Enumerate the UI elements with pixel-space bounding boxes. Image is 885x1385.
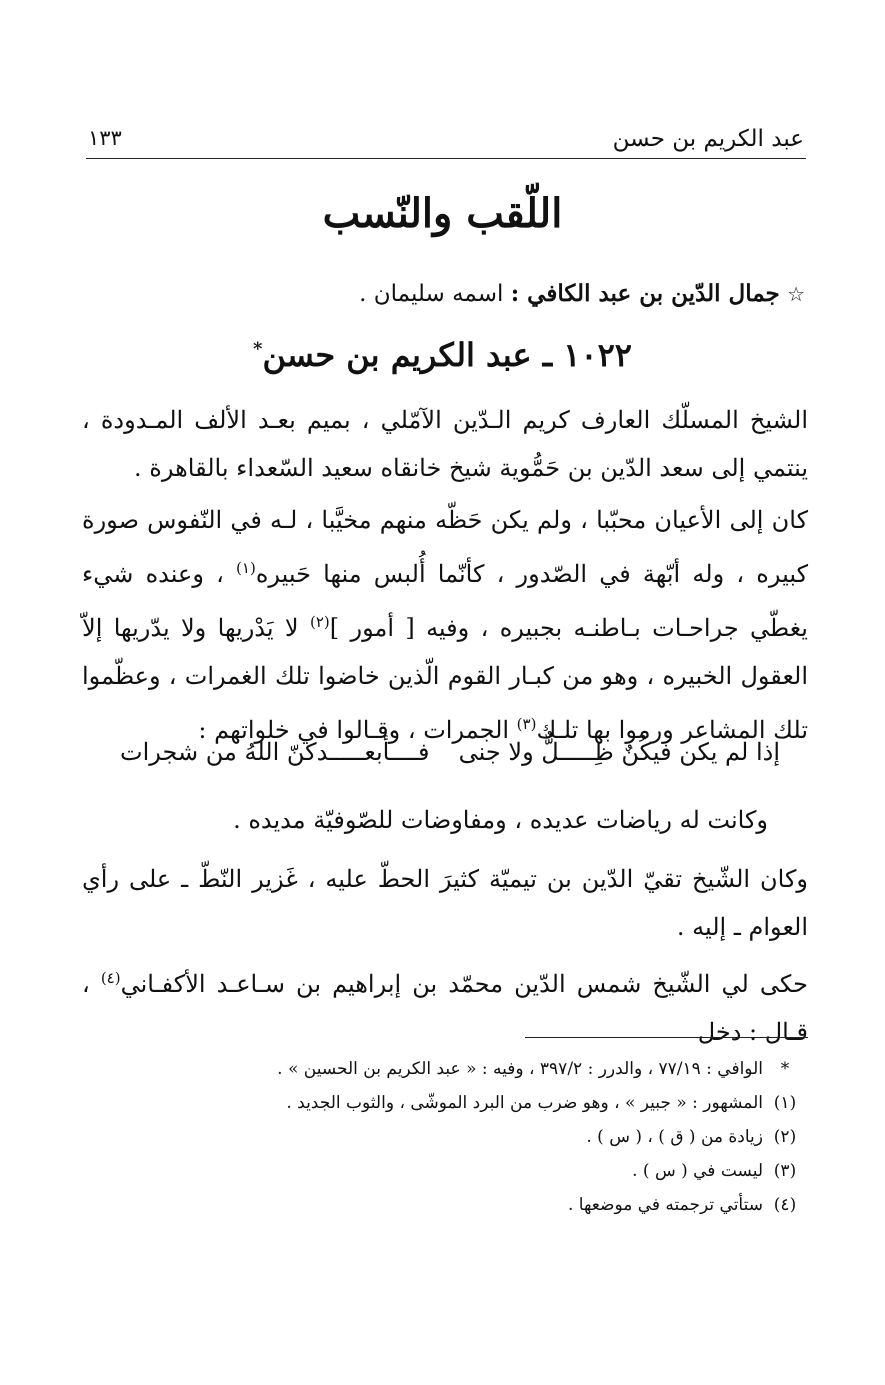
footnote-mark: (٢) — [773, 1127, 797, 1147]
paragraph-5 — [82, 954, 808, 1056]
footnote-text: الوافي : ٧٧/١٩ ، والدرر : ٣٩٧/٢ ، وفيه : « عبد الكريم بن الحسين » . — [277, 1059, 763, 1079]
verse-first-hemistich: إذا لم يكن فيكُنٌ ظِـــــلٌّ ولا جنى — [458, 738, 780, 766]
footnote-divider — [525, 1037, 808, 1038]
footnote-mark: (٤) — [773, 1195, 797, 1215]
paragraph-2-part-b: ، وعنده شيء يغطّي جراحـات بـاطنـه بجبيره ، وفيه [ أمور ] — [82, 560, 808, 642]
cross-reference — [85, 280, 805, 307]
entry-title — [0, 336, 885, 374]
footnote-ref-1: (١) — [236, 559, 256, 577]
verse-second-hemistich: فــــأبعـــــدكنّ اللهُ من شجرات — [120, 738, 430, 766]
footnote-text: ليست في ( س ) . — [632, 1161, 763, 1181]
running-title: عبد الكريم بن حسن — [612, 126, 804, 152]
paragraph-3: وكانت له رياضات عديده ، ومفاوضات للصّوفيّة مديده . — [233, 806, 768, 834]
reference-text: اسمه سليمان . — [359, 281, 504, 307]
section-title: اللّقب والنّسب — [322, 190, 563, 237]
paragraph-2 — [82, 496, 808, 754]
footnotes — [87, 1052, 807, 1222]
paragraph-1: الشيخ المسلّك العارف كريم الـدّين الآمّلي ، بميم بعـد الألف المـدودة ، ينتمي إلى سعد الدّين بن حَمُّوية شيخ خانقاه سعيد السّعداء بالقاهرة . — [82, 406, 808, 482]
paragraph-2-part-a: كان إلى الأعيان محبّبا ، ولم يكن حَظّه منهم مخيَّبا ، لـه في النّفوس صورة كبيره ، وله أبّهة في الصّدور ، كأنّما أُلبس منها حَبيره — [82, 506, 809, 588]
page-number: ١٣٣ — [88, 126, 122, 150]
footnote — [87, 1154, 807, 1188]
footnote-ref-3: (٣) — [516, 715, 537, 733]
footnote-ref-4: (٤) — [100, 969, 121, 987]
footnote — [87, 1052, 807, 1086]
footnote-mark: (٣) — [773, 1161, 797, 1181]
entry-title-text: ١٠٢٢ ـ عبد الكريم بن حسن — [262, 336, 632, 374]
page-header — [86, 118, 806, 159]
footnote — [87, 1086, 807, 1120]
paragraph-2-part-c: لا يَدْريها ولا يدّريها إلاّ العقول الخبيره ، وهو من كبـار القوم الّذين خاضوا تلك الغمرات ، وعظّموا تلك المشاعر ورموا بها تلـك — [82, 614, 808, 744]
footnote — [87, 1120, 807, 1154]
entry-title-mark: * — [253, 338, 263, 360]
footnote — [87, 1188, 807, 1222]
paragraph-5-part-b: ، قـال : دخل — [82, 970, 808, 1046]
footnote-ref-2: (٢) — [309, 613, 330, 631]
footnote-text: زيادة من ( ق ) ، ( س ) . — [586, 1127, 763, 1147]
footnote-mark: * — [780, 1059, 790, 1079]
star-icon: ☆ — [787, 282, 805, 306]
footnote-text: المشهور : « جبير » ، وهو ضرب من البرد الموشّى ، والثوب الجديد . — [286, 1093, 763, 1113]
paragraph-5-part-a: حكى لي الشّيخ شمس الدّين محمّد بن إبراهيم بن سـاعـد الأكفـاني — [120, 970, 809, 998]
footnote-mark: (١) — [773, 1093, 797, 1113]
reference-name: جمال الدّين بن عبد الكافي : — [510, 280, 780, 307]
paragraph-2-part-d: الجمرات ، وقـالوا في خلواتهم : — [198, 716, 517, 744]
paragraph-4: وكان الشّيخ تقيّ الدّين بن تيميّة كثيرَ الحطّ عليه ، غَزير النّطّ ـ على رأي العوام ـ إليه . — [82, 865, 808, 941]
footnote-text: ستأتي ترجمته في موضعها . — [567, 1195, 763, 1215]
verse — [120, 738, 780, 766]
